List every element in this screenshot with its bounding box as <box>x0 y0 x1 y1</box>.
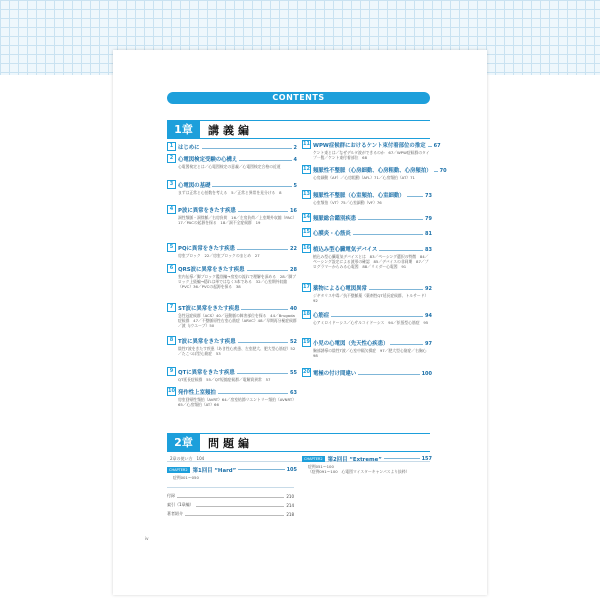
leader-line <box>369 289 423 290</box>
page-number: 210 <box>286 494 294 499</box>
chapter2-title: 問題編 <box>208 436 253 450</box>
entry-heading <box>167 336 297 345</box>
leader-line <box>237 249 288 250</box>
page-number: 81 <box>425 231 432 237</box>
chapter2-header <box>167 433 430 452</box>
entry-heading <box>302 190 432 199</box>
entry-heading <box>167 303 297 312</box>
entry-heading <box>167 387 297 396</box>
leader-line <box>238 211 288 212</box>
page-number: 105 <box>286 467 297 473</box>
section-number: 8 <box>167 336 176 345</box>
entry-heading <box>302 338 432 347</box>
leader-line <box>237 373 288 374</box>
toc-right-entry <box>302 310 432 325</box>
section-title: 心電図検定受験の心構え <box>178 157 238 163</box>
section-title: 植込み型心臓電気デバイス <box>313 247 378 253</box>
page-number: 73 <box>425 193 432 199</box>
section-number: 14 <box>303 214 310 220</box>
section-number: 11 <box>303 141 310 147</box>
leader-line <box>177 497 284 498</box>
round-heading <box>302 455 432 463</box>
entry-heading <box>302 140 441 149</box>
leader-line <box>358 219 423 220</box>
section-title: 心電図の基礎 <box>178 183 211 189</box>
round-entry <box>302 455 432 474</box>
toc-right-entry <box>302 283 432 303</box>
section-title: 薬物による心電図異常 <box>313 286 367 292</box>
leader-line <box>238 342 288 343</box>
page-number: 40 <box>290 306 297 312</box>
section-subtopics: 心アミロイドーシス／心サルコイドーシス 94／拡張型心筋症 95 <box>313 320 429 325</box>
section-title: QTに異常をきたす疾患 <box>178 370 235 376</box>
leader-line <box>407 196 423 197</box>
page-number: 67 <box>433 143 441 149</box>
round-title: 第2回目 “Extreme” <box>327 457 382 463</box>
section-title: 電極の付け間違い <box>313 371 357 377</box>
toc-right-entry <box>302 228 432 237</box>
section-subtopics: 陰性T波をきたす疾患（あき性心疾患、左室肥大、肥大型心筋症）52／たこつぼ型心筋症 53 <box>178 346 296 356</box>
backmatter-label: 索引（1章編） <box>167 502 194 507</box>
page-number: 2 <box>293 145 297 151</box>
leader-line <box>238 469 284 470</box>
toc-left-entry <box>167 243 297 258</box>
chapter2-number: 2章 <box>167 434 200 451</box>
section-title: 頻脈性不整脈（心房細動、心房粗動、心房頻拍） <box>313 168 432 174</box>
round-cases: 症例001〜050 <box>173 475 199 480</box>
section-number: 19 <box>303 339 310 345</box>
chapter-badge: CHAPTER2 <box>304 457 323 461</box>
entry-heading <box>302 165 447 174</box>
entry-heading <box>302 310 432 319</box>
divider <box>167 487 294 488</box>
toc-right-entry <box>302 213 432 222</box>
section-number: 4 <box>167 205 176 214</box>
page-number: 218 <box>286 512 294 517</box>
entry-heading <box>167 243 297 252</box>
entry-heading <box>167 205 297 214</box>
entry-heading <box>302 368 432 377</box>
toc-right-entry <box>302 190 432 205</box>
section-number: 18 <box>303 311 310 317</box>
leader-line <box>434 171 438 172</box>
toc-right-entry <box>302 140 441 160</box>
leader-line <box>247 270 289 271</box>
page-number: 100 <box>421 371 432 377</box>
page-number: 94 <box>425 313 432 319</box>
section-title: ST波に異常をきたす疾患 <box>178 306 240 312</box>
section-number: 20 <box>303 369 310 375</box>
section-subtopics: 胸部誘導の陰性T波／心室中隔欠損症 97／肥大型心筋症／右胸心 98 <box>313 348 431 358</box>
chapter1-title: 講義編 <box>208 123 253 137</box>
section-subtopics: まずは正常と心拍数を考える 5／正常と異常を見分ける 8 <box>178 190 282 195</box>
chapter1-number: 1章 <box>167 121 200 138</box>
leader-line <box>379 250 423 251</box>
toc-right-entry <box>302 244 432 269</box>
page-number: 92 <box>425 286 432 292</box>
section-subtopics: QT延長症候群 55／QT短縮症候群／電解質異常 57 <box>178 377 271 382</box>
toc-left-entry <box>167 180 297 195</box>
section-number: 6 <box>167 264 176 273</box>
toc-left-entry <box>167 205 297 225</box>
section-subtopics: 室内伝導／脚ブロック鑑別編→房室の流れで理解を深める 28／脚ブロック上級編→隠れは単ではなく3本である 32／心室期外収縮（PVC）36／PVCの起源を探る 38 <box>178 274 297 289</box>
page-number: 157 <box>421 456 432 462</box>
leader-line <box>218 393 288 394</box>
page-number: 97 <box>425 341 432 347</box>
section-title: 心膜炎・心筋炎 <box>313 231 351 237</box>
section-number: 3 <box>167 180 176 189</box>
entry-heading <box>302 244 432 253</box>
chapter-badge: CHAPTER2 <box>169 468 188 472</box>
section-subtopics: 植込み型心臓電気デバイスとは 83／ペーシング選択の特徴 84／ペーシング設定による波形の確認 85／デバイスの非同期 87／プログラマーからみる心電図 88／リミダー心電図 91 <box>313 254 429 269</box>
section-title: P波に異常をきたす疾患 <box>178 208 236 214</box>
section-subtopics: 房室ブロック 22／房室ブロックのまとめ 27 <box>178 253 260 258</box>
toc-left-entry <box>167 367 297 382</box>
leader-line <box>196 506 285 507</box>
backmatter-label: 著者紹介 <box>167 511 183 516</box>
backmatter-row <box>167 493 294 499</box>
entry-heading <box>167 142 297 151</box>
section-number: 10 <box>168 388 175 394</box>
section-title: T波に異常をきたす疾患 <box>178 339 236 345</box>
leader-line <box>239 160 291 161</box>
round-entry <box>167 466 297 480</box>
section-number: 7 <box>167 303 176 312</box>
toc-right-entry <box>302 368 432 377</box>
section-title: 心筋症 <box>313 313 330 319</box>
leader-line <box>212 186 291 187</box>
round-cases: 症例051〜100 （症例091〜100 心電図マイスターキャンパスより抜粋） <box>308 464 410 474</box>
leader-line <box>358 374 419 375</box>
section-subtopics: ジギタリス中毒／抗不整脈薬（薬剤性QT延長症候群、トルサード）92 <box>313 293 429 303</box>
entry-heading <box>302 283 432 292</box>
section-subtopics: 洞性頻脈・洞徐脈／右房負荷 16／左房負荷／上室期外収縮（PAC）17／PACの起源を探る 18／洞不全症候群 19 <box>178 215 297 225</box>
section-number: 1 <box>167 142 176 151</box>
toc-left-entry <box>167 142 297 151</box>
section-subtopics: 房室回帰性頻拍（AVRT）64／房室結節リエントリー頻拍（AVNRT）65／心房頻拍（AT）66 <box>178 397 296 407</box>
section-title: QRS波に異常をきたす疾患 <box>178 267 245 273</box>
page-number: 5 <box>293 183 297 189</box>
section-title: 頻脈総合鑑別疾患 <box>313 216 357 222</box>
leader-line <box>185 515 284 516</box>
page-number: 22 <box>290 246 297 252</box>
section-subtopics: ケント束とは／なぜデルタ波ができるのか 67／WPW症候群のタイプ一覧／ケント束付着部位 68 <box>313 150 430 160</box>
section-title: PQに異常をきたす疾患 <box>178 246 236 252</box>
toc-right-entry <box>302 165 447 180</box>
section-number: 17 <box>303 284 310 290</box>
section-number: 13 <box>303 191 310 197</box>
backmatter-row <box>167 502 294 508</box>
leader-line <box>353 234 423 235</box>
entry-heading <box>302 228 432 237</box>
section-number: 12 <box>303 166 310 172</box>
section-subtopics: 心室頻拍（VT）75／心室細動（VF）76 <box>313 200 382 205</box>
section-number: 9 <box>167 367 176 376</box>
page-number: 28 <box>290 267 297 273</box>
section-title: はじめに <box>178 145 200 151</box>
section-number: 16 <box>303 245 310 251</box>
section-subtopics: 心房細動（AF）／心房粗動（AFL）71／心房頻拍（AT）71 <box>313 175 415 180</box>
page-number: 16 <box>290 208 297 214</box>
toc-left-entry <box>167 154 297 169</box>
section-title: 頻脈性不整脈（心室頻拍、心室細動） <box>313 193 405 199</box>
chapter2-intro: 2章の使い方 104 <box>170 456 205 461</box>
entry-heading <box>167 180 297 189</box>
section-number: 2 <box>167 154 176 163</box>
page-folio: iv <box>145 536 149 541</box>
page-number: 70 <box>439 168 447 174</box>
section-number: 15 <box>303 229 310 235</box>
page-number: 214 <box>286 503 294 508</box>
page-number: 79 <box>425 216 432 222</box>
leader-line <box>384 458 420 459</box>
backmatter-label: 付録 <box>167 493 175 498</box>
entry-heading <box>167 367 297 376</box>
section-title: 小児の心電図（先天性心疾患） <box>313 341 389 347</box>
toc-left-entry <box>167 387 297 407</box>
round-title: 第1回目 “Hard” <box>192 468 237 474</box>
page-number: 4 <box>293 157 297 163</box>
backmatter-row <box>167 511 294 517</box>
toc-page <box>113 50 487 595</box>
section-number: 5 <box>167 243 176 252</box>
leader-line <box>331 316 423 317</box>
entry-heading <box>167 154 297 163</box>
section-title: 発作性上室頻拍 <box>178 390 216 396</box>
chapter1-header <box>167 120 430 139</box>
leader-line <box>428 146 432 147</box>
toc-left-entry <box>167 336 297 356</box>
page-number: 63 <box>290 390 297 396</box>
leader-line <box>241 309 288 310</box>
entry-heading <box>167 264 297 273</box>
contents-banner: CONTENTS <box>167 92 430 104</box>
toc-left-entry <box>167 303 297 328</box>
toc-right-entry <box>302 338 432 358</box>
leader-line <box>390 344 423 345</box>
round-heading <box>167 466 297 474</box>
entry-heading <box>302 213 432 222</box>
toc-left-entry <box>167 264 297 289</box>
section-title: WPW症候群におけるケント束付着部位の推定 <box>313 143 426 149</box>
page-number: 52 <box>290 339 297 345</box>
leader-line <box>202 148 292 149</box>
page-number: 55 <box>290 370 297 376</box>
section-subtopics: 心電図検定とは／心電図検定の意義／心電図検定合格の近道 <box>178 164 281 169</box>
section-subtopics: 急性冠症候群（ACS）40／冠動脈の障害部位を探る 44／Brugada症候群 47／不整脈原性右室心筋症（ARVC）48／早期再分極症候群／波（Jウエーブ）50 <box>178 313 297 328</box>
page-number: 83 <box>425 247 432 253</box>
